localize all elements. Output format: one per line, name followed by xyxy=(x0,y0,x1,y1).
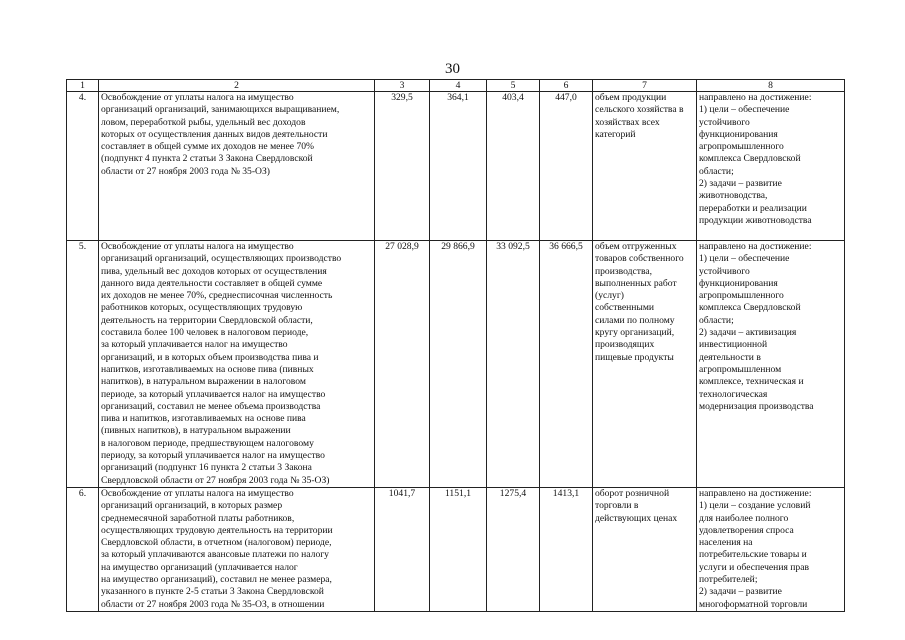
value-col-3: 1041,7 xyxy=(375,488,430,612)
goal: направлено на достижение: 1) цели – обеспечение устойчивого функционирования агропромышленного комплекса Свердловской области; 2) задачи – развитие животноводства, переработки и реализации продукции животноводства xyxy=(697,92,845,241)
goal: направлено на достижение: 1) цели – обеспечение устойчивого функционирования агропромышленного комплекса Свердловской области; 2) задачи – активизация инвестиционной деятельности в агропромышленном комплексе, техническая и технологическая модернизация производства xyxy=(697,241,845,488)
column-number: 3 xyxy=(375,80,430,92)
value-col-3: 27 028,9 xyxy=(375,241,430,488)
column-number: 7 xyxy=(593,80,697,92)
row-number: 5. xyxy=(67,241,99,488)
column-number: 8 xyxy=(697,80,845,92)
value-col-4: 1151,1 xyxy=(430,488,487,612)
table-row xyxy=(67,488,845,612)
value-col-5: 403,4 xyxy=(487,92,540,241)
column-number: 4 xyxy=(430,80,487,92)
value-col-3: 329,5 xyxy=(375,92,430,241)
value-col-5: 1275,4 xyxy=(487,488,540,612)
benefit-description: Освобождение от уплаты налога на имущество организаций организаций, осуществляющих производство пива, удельный вес доходов которых от осуществления данного вида деятельности составляет в общей сумме их доходов не менее 70%, среднесписочная численность работников которых, осуществляющих трудовую деятельность на территории Свердловской области, составила более 100 человек в налоговом периоде, за который уплачивается налог на имущество организаций, и в которых объем производства пива и напитков, изготавливаемых на основе пива (пивных напитков), в натуральном выражении в налоговом периоде, за который уплачивается налог на имущество организаций, составил не менее объема производства пива и напитков, изготавливаемых на основе пива (пивных напитков), в натуральном выражении в налоговом периоде, предшествующем налоговому периоду, за который уплачивается налог на имущество организаций (подпункт 16 пункта 2 статьи 3 Закона Свердловской области от 27 ноября 2003 года № 35-ОЗ) xyxy=(99,241,375,488)
table-row xyxy=(67,92,845,241)
row-number: 6. xyxy=(67,488,99,612)
value-col-6: 1413,1 xyxy=(540,488,593,612)
indicator: объем отгруженных товаров собственного производства, выполненных работ (услуг) собственными силами по полному кругу организаций, производящих пищевые продукты xyxy=(593,241,697,488)
column-number: 2 xyxy=(99,80,375,92)
column-number: 1 xyxy=(67,80,99,92)
tax-benefits-table xyxy=(66,79,845,612)
value-col-4: 29 866,9 xyxy=(430,241,487,488)
page-number: 30 xyxy=(445,61,460,77)
value-col-5: 33 092,5 xyxy=(487,241,540,488)
indicator: оборот розничной торговли в действующих ценах xyxy=(593,488,697,612)
value-col-6: 36 666,5 xyxy=(540,241,593,488)
goal: направлено на достижение: 1) цели – создание условий для наиболее полного удовлетворения спроса населения на потребительские товары и услуги и обеспечения прав потребителей; 2) задачи – развитие многоформатной торговли xyxy=(697,488,845,612)
benefit-description: Освобождение от уплаты налога на имущество организаций организаций, в которых размер среднемесячной заработной платы работников, осуществляющих трудовую деятельность на территории Свердловской области, в отчетном (налоговом) периоде, за который уплачиваются авансовые платежи по налогу на имущество организаций (уплачивается налог на имущество организаций), составил не менее размера, указанного в пункте 2-5 статьи 3 Закона Свердловской области от 27 ноября 2003 года № 35-ОЗ, в отношении xyxy=(99,488,375,612)
column-number-row xyxy=(67,80,845,92)
value-col-4: 364,1 xyxy=(430,92,487,241)
benefit-description: Освобождение от уплаты налога на имущество организаций организаций, занимающихся выращиванием, ловом, переработкой рыбы, удельный вес доходов которых от осуществления данных видов деятельности составляет в общей сумме их доходов не менее 70% (подпункт 4 пункта 2 статьи 3 Закона Свердловской области от 27 ноября 2003 года № 35-ОЗ) xyxy=(99,92,375,241)
column-number: 6 xyxy=(540,80,593,92)
value-col-6: 447,0 xyxy=(540,92,593,241)
table-row xyxy=(67,241,845,488)
indicator: объем продукции сельского хозяйства в хозяйствах всех категорий xyxy=(593,92,697,241)
column-number: 5 xyxy=(487,80,540,92)
row-number: 4. xyxy=(67,92,99,241)
